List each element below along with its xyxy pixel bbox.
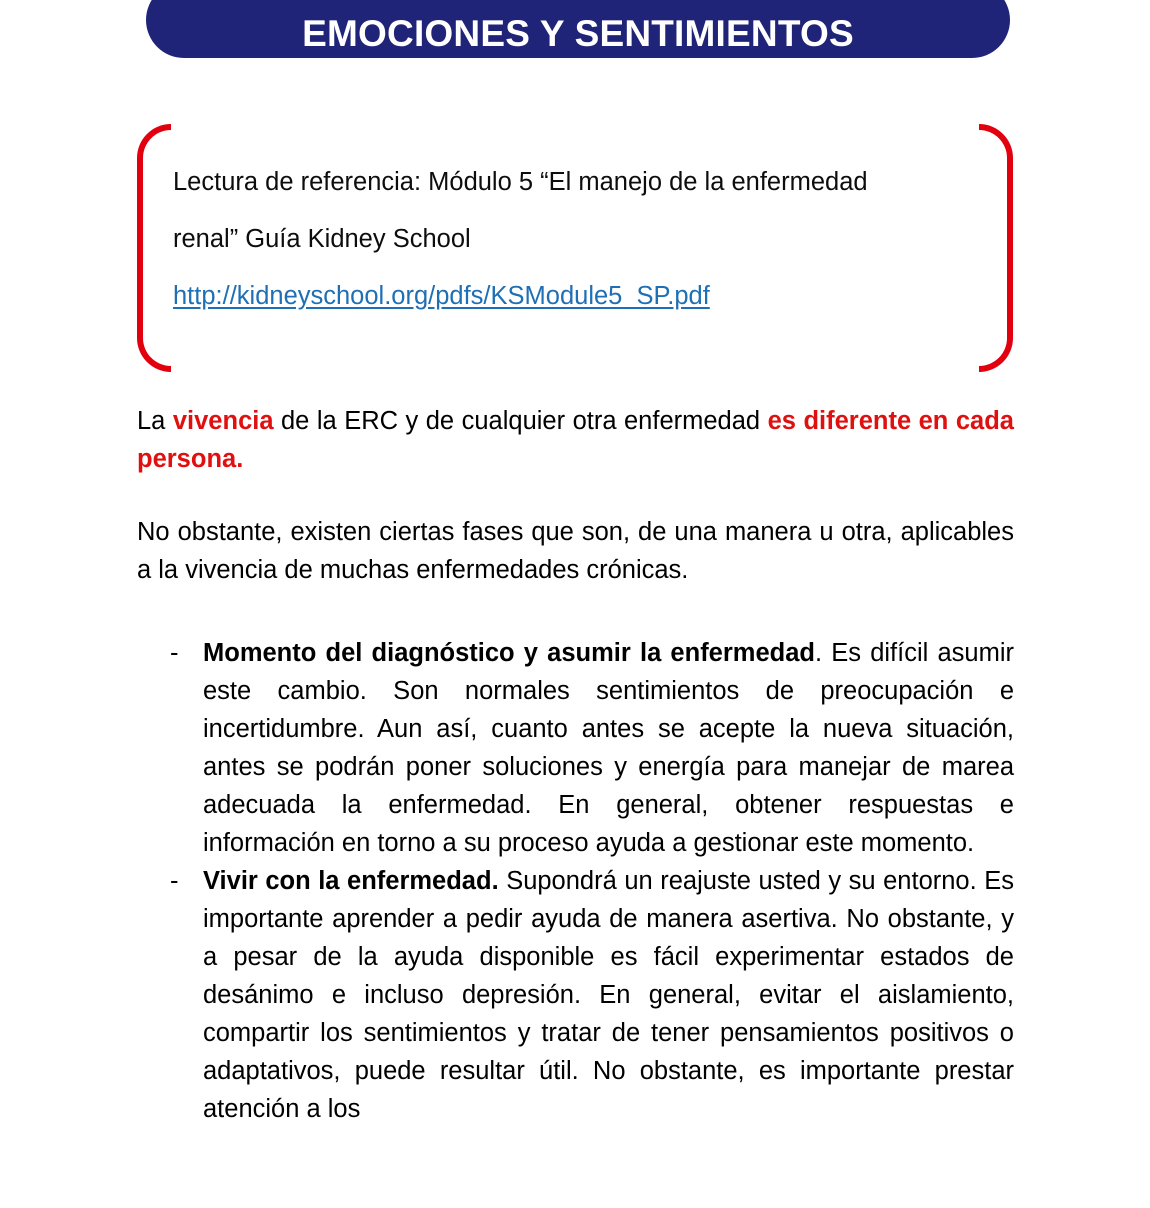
- list-item: [170, 862, 1014, 1128]
- intro-paragraph: [137, 402, 1014, 478]
- list-item-text: . Es difícil asumir este cambio. Son normales sentimientos de preocupación e incertidumbre. Aun así, cuanto antes se acepte la nueva situación, antes se podrán poner soluciones y energía para manejar de marea adecuada la enfermedad. En general, obtener respuestas e información en torno a su proceso ayuda a gestionar este momento.: [203, 639, 1014, 857]
- reference-callout-box: [137, 124, 1013, 372]
- bullet-marker-icon: -: [170, 639, 179, 667]
- list-item-text: Supondrá un reajuste usted y su entorno. Es importante aprender a pedir ayuda de manera asertiva. No obstante, y a pesar de la ayuda disponible es fácil experimentar estados de desánimo e incluso depresión. En general, evitar el aislamiento, compartir los sentimientos y tratar de tener pensamientos positivos o adaptativos, puede resultar útil. No obstante, es importante prestar atención a los: [203, 867, 1014, 1123]
- phases-bullet-list: [170, 634, 1014, 1128]
- intro-text-part1: La: [137, 407, 173, 435]
- reference-line-2: renal” Guía Kidney School: [173, 225, 471, 253]
- left-bracket-decoration: [137, 124, 171, 372]
- page-title: EMOCIONES Y SENTIMIENTOS: [302, 13, 854, 54]
- list-item-body: [203, 862, 1014, 1128]
- intro-text-part2: de la ERC y de cualquier otra enfermedad: [273, 407, 768, 435]
- list-item: [170, 634, 1014, 862]
- bullet-marker-icon: -: [170, 867, 179, 895]
- reference-text-block: [173, 154, 979, 325]
- intro-emphasis-vivencia: vivencia: [172, 407, 274, 435]
- list-item-body: [203, 634, 1014, 862]
- intro-emphasis-diferente: es diferente en cada persona.: [137, 407, 1014, 473]
- reference-line-1: Lectura de referencia: Módulo 5 “El manejo de la enfermedad: [173, 168, 868, 196]
- right-bracket-decoration: [979, 124, 1013, 372]
- list-item-lead: Momento del diagnóstico y asumir la enfermedad: [203, 639, 815, 667]
- page-title-banner: [146, 0, 1010, 58]
- paragraph-spacer: [137, 478, 1014, 513]
- kidney-school-pdf-link[interactable]: http://kidneyschool.org/pdfs/KSModule5_SP.pdf: [173, 282, 710, 310]
- reference-link-line: [173, 268, 979, 325]
- body-content: [137, 402, 1014, 589]
- fases-paragraph: No obstante, existen ciertas fases que son, de una manera u otra, aplicables a la vivencia de muchas enfermedades crónicas.: [137, 518, 1014, 584]
- list-item-lead: Vivir con la enfermedad.: [203, 867, 499, 895]
